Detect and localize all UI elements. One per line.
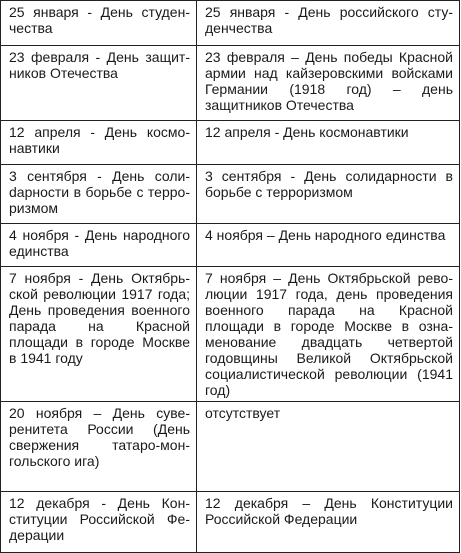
table-row	[1, 267, 460, 402]
new-holiday-cell: 7 ноября – День Октябрьской революции 1917 года, день проведения военного парада на Красной площади в городе Москве в ознаменование двадцать четвертой годовщины Великой Октябрьской социалистической революции (1941 год)	[197, 267, 460, 402]
table-row	[1, 165, 460, 224]
old-holiday-cell: 4 ноября - День народного единства	[1, 224, 197, 267]
new-holiday-cell: 25 января - День российского студенчества	[197, 1, 460, 46]
new-holiday-cell: 3 сентября - День солидарности в борьбе с терроризмом	[197, 165, 460, 224]
table-row	[1, 492, 460, 553]
old-holiday-cell: 12 декабря - День Конституции Российской Федерации	[1, 492, 197, 553]
new-holiday-cell: 4 ноября – День народного единства	[197, 224, 460, 267]
old-holiday-cell: 25 января - День студенчества	[1, 1, 197, 46]
old-holiday-cell: 20 ноября – День суверенитета России (День свержения татаро-монгольского ига)	[1, 402, 197, 492]
new-holiday-cell: отсутствует	[197, 402, 460, 492]
new-holiday-cell: 23 февраля – День победы Красной армии над кайзеровскими войсками Германии (1918 год) – день защитников Отечества	[197, 46, 460, 121]
table-row	[1, 1, 460, 46]
table-row	[1, 224, 460, 267]
new-holiday-cell: 12 декабря – День Конституции Российской Федерации	[197, 492, 460, 553]
new-holiday-cell: 12 апреля - День космонавтики	[197, 121, 460, 165]
old-holiday-cell: 12 апреля - День космонавтики	[1, 121, 197, 165]
old-holiday-cell: 3 сентября - День солиdарности в борьбе с терроризмом	[1, 165, 197, 224]
table-row	[1, 402, 460, 492]
table-row	[1, 121, 460, 165]
table-row	[1, 46, 460, 121]
old-holiday-cell: 7 ноября - День Октябрьской революции 1917 года; День проведения военного парада на Красной площади в городе Москве в 1941 году	[1, 267, 197, 402]
old-holiday-cell: 23 февраля - День защитников Отечества	[1, 46, 197, 121]
